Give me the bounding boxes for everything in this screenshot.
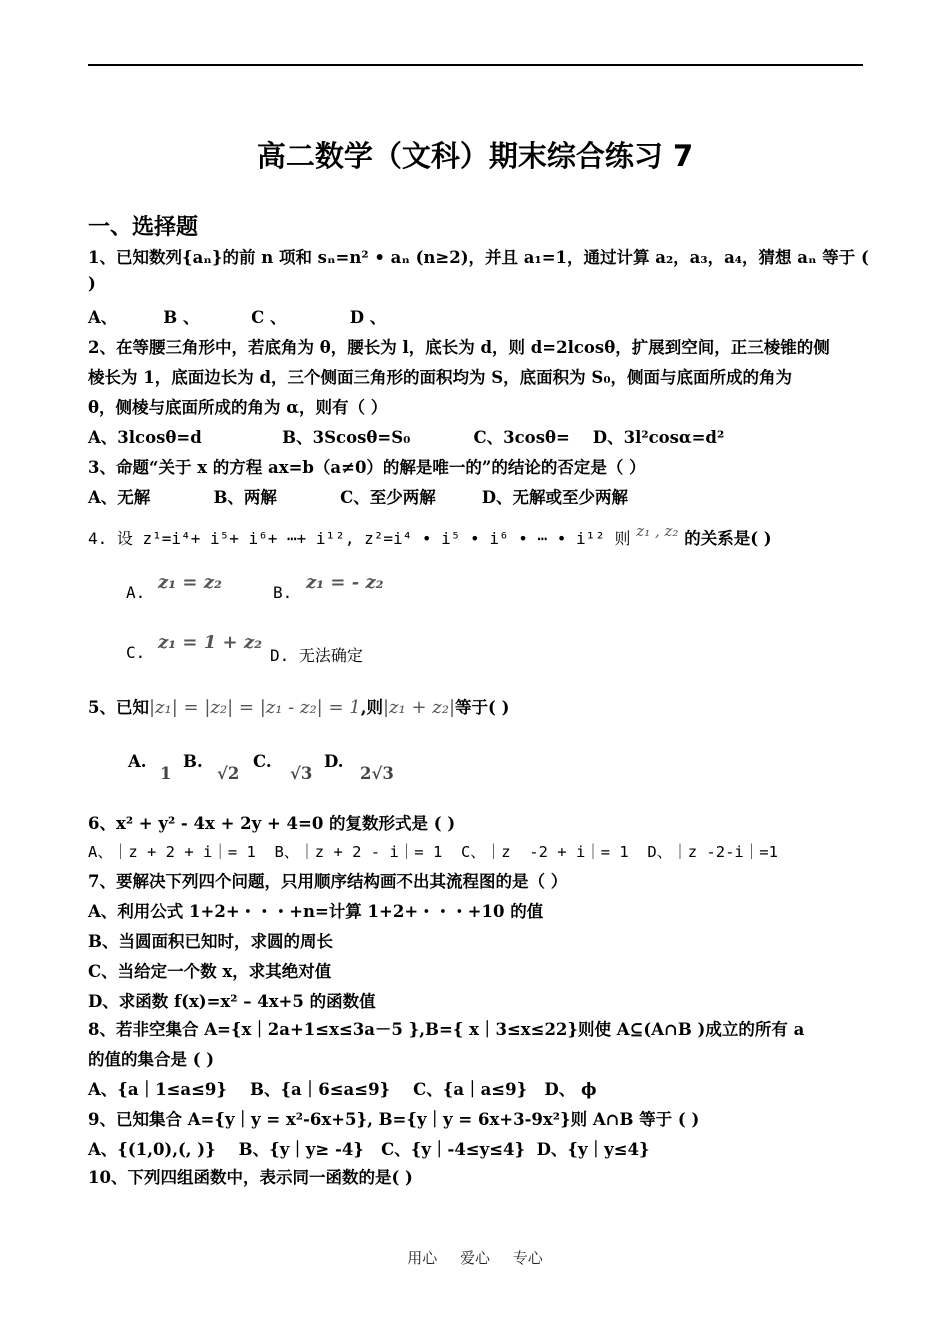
q9-line: 9、已知集合 A={y｜y = x²-6x+5}, B={y｜y = 6x+3-9x²}则 A∩B 等于 ( ) [88, 1110, 700, 1129]
q7-option-c: C、当给定一个数 x，求其绝对值 [88, 962, 332, 981]
q4-option-c-math: z₁ = 1 + z₂ [158, 632, 262, 653]
footer [0, 1247, 950, 1268]
q5-option-c-math: √3 [290, 764, 313, 783]
q6-options: A、｜z + 2 + i｜= 1 B、｜z + 2 - i｜= 1 C、｜z -2 + i｜= 1 D、｜z -2-i｜=1 [88, 843, 778, 861]
q4-option-a-math: z₁ = z₂ [158, 572, 222, 593]
section-heading: 一、选择题 [88, 215, 199, 240]
q5-text-b: ,则 [360, 698, 383, 717]
q3-options: A、无解 B、两解 C、至少两解 D、无解或至少两解 [88, 488, 629, 507]
q5-option-d-math: 2√3 [360, 764, 394, 783]
q8-line1: 8、若非空集合 A={x｜2a+1≤x≤3a－5 },B={ x｜3≤x≤22}则使 A⊆(A∩B )成立的所有 a [88, 1020, 805, 1039]
q7-option-b: B、当圆面积已知时，求圆的周长 [88, 932, 333, 951]
q4-option-b-label: B. [273, 583, 293, 602]
q5-math-1: |z₁| = |z₂| = |z₁ - z₂| = 1 [148, 697, 361, 718]
q7-option-a: A、利用公式 1+2+・・・+n=计算 1+2+・・・+10 的值 [88, 902, 544, 921]
q5-text-a: 5、已知 [88, 698, 149, 717]
q5-line [88, 694, 509, 718]
q6-line: 6、x² + y² - 4x + 2y + 4=0 的复数形式是 ( ) [88, 814, 456, 833]
q4-line [88, 522, 772, 549]
q2-options: A、3lcosθ=d B、3Scosθ=S₀ C、3cosθ= D、3l²cosα=d² [88, 428, 725, 447]
q4-z1-z2: z₁ , z₂ [636, 522, 679, 540]
q1-options: A、 B 、 C 、 D 、 [88, 308, 387, 327]
q4-text-a: 4. 设 z¹=i⁴+ i⁵+ i⁶+ ⋯+ i¹², z²=i⁴ • i⁵ • i⁶ • ⋯ • i¹² 则 [88, 529, 631, 548]
q2-line2: 棱长为 1，底面边长为 d，三个侧面三角形的面积均为 S，底面积为 S₀，侧面与底面所成的角为 [88, 368, 793, 387]
q5-option-b-math: √2 [217, 764, 240, 783]
q5-text-c: 等于( ) [455, 698, 510, 717]
q7-line: 7、要解决下列四个问题，只用顺序结构画不出其流程图的是（ ） [88, 872, 568, 891]
q5-option-a-math: 1 [160, 764, 172, 783]
q7-option-d: D、求函数 f(x)=x² – 4x+5 的函数值 [88, 992, 376, 1011]
q1-line1: 1、已知数列{aₙ}的前 n 项和 sₙ=n² • aₙ (n≥2)，并且 a₁=1，通过计算 a₂，a₃，a₄，猜想 aₙ 等于 ( [88, 248, 869, 267]
footer-item: 专心 [512, 1249, 543, 1267]
q5-option-a-label: A. [128, 752, 147, 771]
q3-line: 3、命题“关于 x 的方程 ax=b（a≠0）的解是唯一的”的结论的否定是（ ） [88, 458, 646, 477]
q4-option-a-label: A. [126, 583, 146, 602]
q2-line3: θ，侧棱与底面所成的角为 α，则有（ ） [88, 398, 388, 417]
q8-line2: 的值的集合是 ( ) [88, 1050, 215, 1069]
q8-options: A、{a｜1≤a≤9} B、{a｜6≤a≤9} C、{a｜a≤9} D、 ϕ [88, 1080, 597, 1099]
q5-option-b-label: B. [183, 752, 203, 771]
top-rule [88, 64, 863, 66]
q9-options: A、{(1,0),(, )} B、{y｜y≥ -4} C、{y｜-4≤y≤4} D、{y｜y≤4} [88, 1140, 650, 1159]
footer-item: 爱心 [459, 1249, 490, 1267]
q5-option-d-label: D. [324, 752, 344, 771]
q4-option-d: D. 无法确定 [270, 646, 363, 665]
footer-item: 用心 [407, 1249, 438, 1267]
page-title: 高二数学（文科）期末综合练习 7 [256, 139, 694, 173]
q5-math-2: |z₁ + z₂| [382, 697, 456, 718]
q10-line: 10、下列四组函数中，表示同一函数的是( ) [88, 1168, 413, 1187]
q1-line2: ) [88, 274, 96, 293]
q4-option-b-math: z₁ = - z₂ [306, 572, 384, 593]
q4-text-b: 的关系是( ) [684, 529, 772, 548]
q4-option-c-label: C. [126, 643, 146, 662]
q2-line1: 2、在等腰三角形中，若底角为 θ，腰长为 l，底长为 d，则 d=2lcosθ，扩展到空间，正三棱锥的侧 [88, 338, 830, 357]
q5-option-c-label: C. [253, 752, 272, 771]
